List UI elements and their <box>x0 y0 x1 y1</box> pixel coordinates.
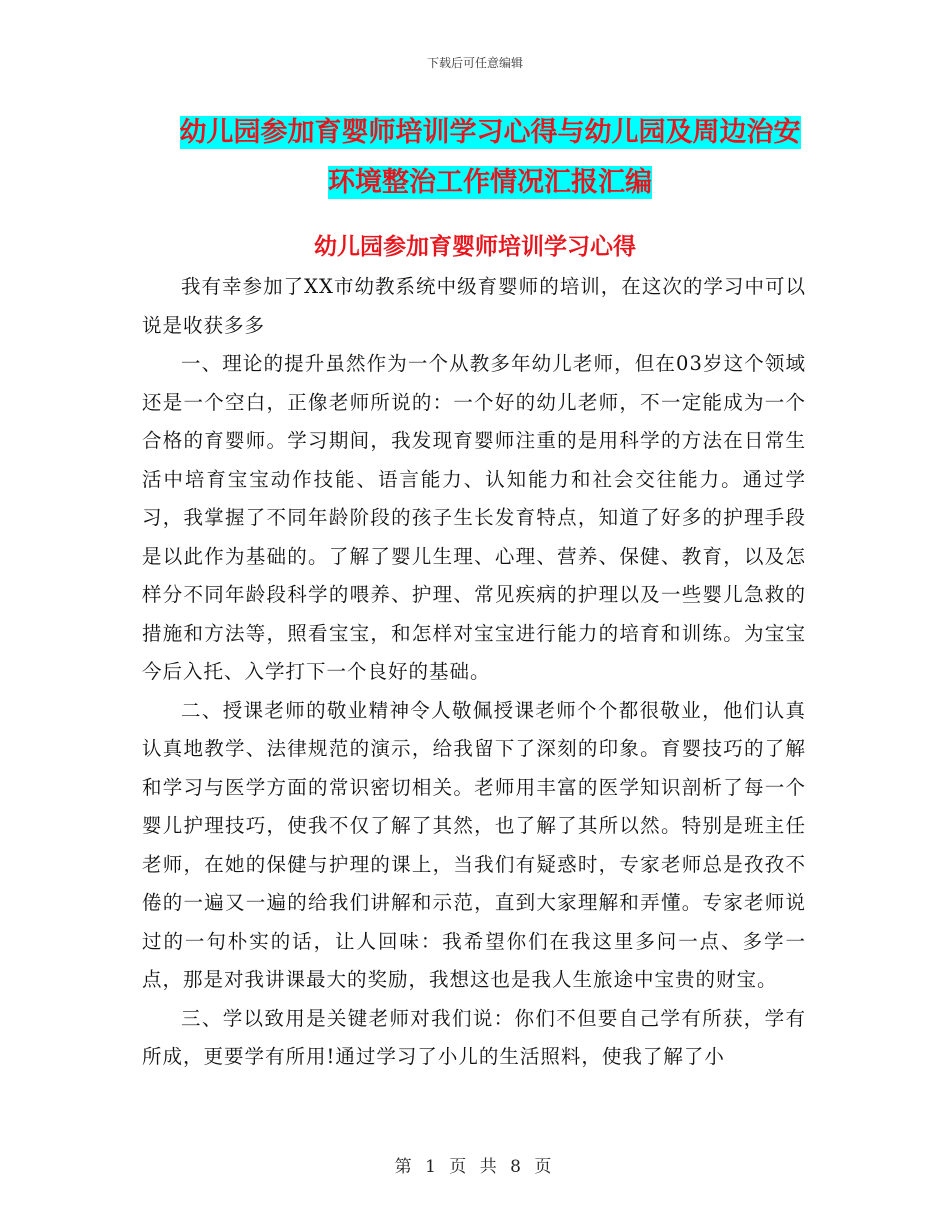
paragraph-intro: 我有幸参加了XX市幼教系统中级育婴师的培训，在这次的学习中可以说是收获多多 <box>142 275 806 337</box>
paragraph-application: 三、学以致用是关键老师对我们说：你们不但要自己学有所获，学有所成，更要学有所用!通过学习了小儿的生活照料，使我了解了小 <box>142 1006 806 1068</box>
title-line-1: 幼儿园参加育婴师培训学习心得与幼儿园及周边治安 <box>179 117 801 148</box>
section-title: 幼儿园参加育婴师培训学习心得 <box>314 234 636 260</box>
page-footer: 第 1 页 共 8 页 <box>394 1157 556 1177</box>
document-title <box>150 108 830 208</box>
title-line-2: 环境整治工作情况汇报汇编 <box>328 167 652 198</box>
header-note: 下载后可任意编辑 <box>426 56 523 70</box>
paragraph-theory: 一、理论的提升虽然作为一个从教多年幼儿老师，但在03岁这个领域还是一个空白，正像老师所说的：一个好的幼儿老师，不一定能成为一个合格的育婴师。学习期间，我发现育婴师注重的是用科学的方法在日常生活中培育宝宝动作技能、语言能力、认知能力和社会交往能力。通过学习，我掌握了不同年龄阶段的孩子生长发育特点，知道了好多的护理手段是以此作为基础的。了解了婴儿生理、心理、营养、保健、教育，以及怎样分不同年龄段科学的喂养、护理、常见疾病的护理以及一些婴儿急救的措施和方法等，照看宝宝，和怎样对宝宝进行能力的培育和训练。为宝宝今后入托、入学打下一个良好的基础。 <box>142 352 806 683</box>
body-text <box>142 268 806 1077</box>
paragraph-teachers: 二、授课老师的敬业精神令人敬佩授课老师个个都很敬业，他们认真认真地教学、法律规范的演示，给我留下了深刻的印象。育婴技巧的了解和学习与医学方面的常识密切相关。老师用丰富的医学知识剖析了每一个婴儿护理技巧，使我不仅了解了其然，也了解了其所以然。特别是班主任老师，在她的保健与护理的课上，当我们有疑惑时，专家老师总是孜孜不倦的一遍又一遍的给我们讲解和示范，直到大家理解和弄懂。专家老师说过的一句朴实的话，让人回味：我希望你们在我这里多问一点、多学一点，那是对我讲课最大的奖励，我想这也是我人生旅途中宝贵的财宝。 <box>142 698 806 991</box>
